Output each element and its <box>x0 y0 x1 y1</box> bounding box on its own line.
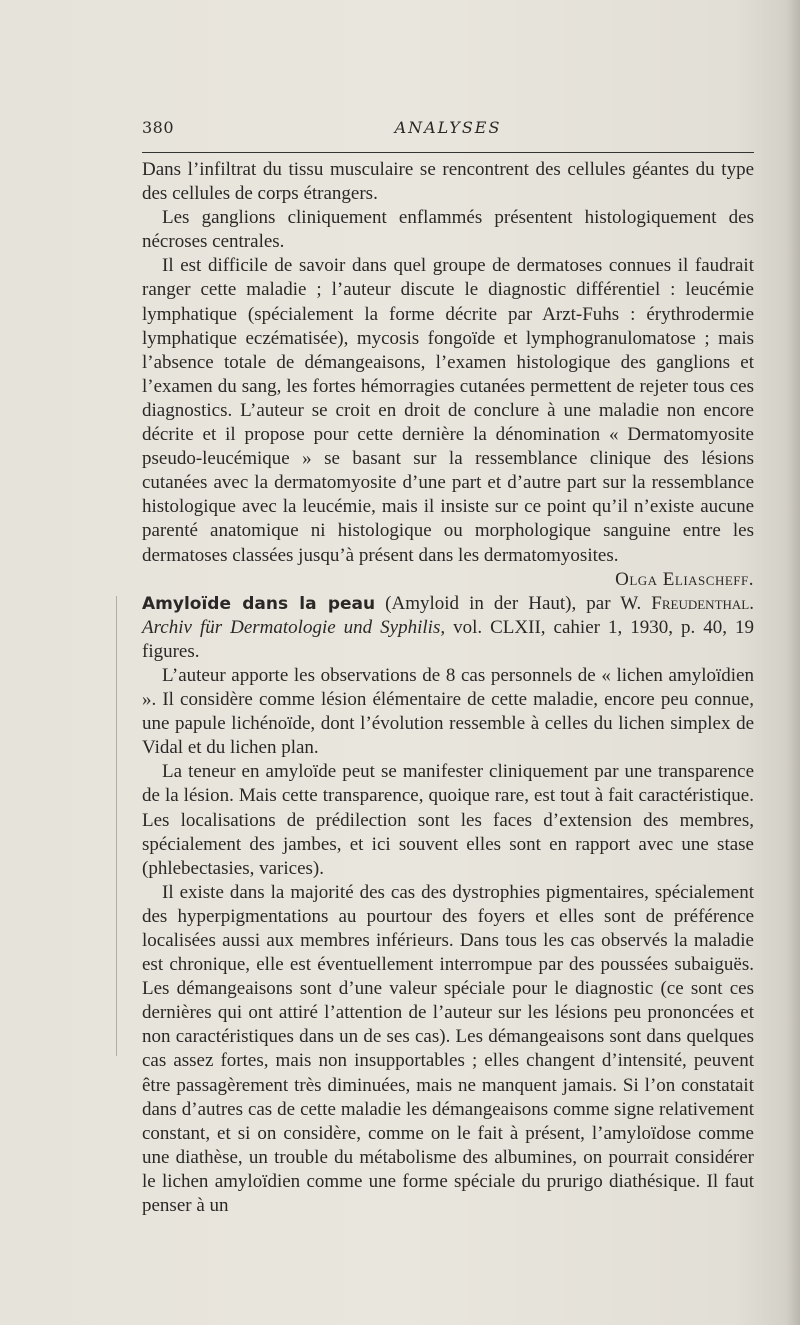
header-rule <box>142 152 754 153</box>
paragraph: L’auteur apporte les observations de 8 cas personnels de « lichen amyloïdien ». Il considère comme lésion élémentaire de cette maladie, encore peu connue, une papule lichénoïde, dont l’évolution ressemble à celles du lichen simplex de Vidal et du lichen plan. <box>142 664 754 759</box>
cited-author: Freudenthal. <box>651 592 754 614</box>
paragraph: Il existe dans la majorité des cas des dystrophies pigmentaires, spécialement des hyperpigmentations au pourtour des foyers et elles sont de préférence localisées aussi aux membres inférieurs. Dans tous les cas observés la maladie est chronique, elle est éventuellement interrompue par des poussées subaiguës. Les démangeaisons sont d’une valeur spéciale pour le diagnostic (ce sont ces dernières qui ont attiré l’attention de l’auteur sur les lésions peu prononcées et non caractéristiques dans un de ses cas). Les démangeaisons sont dans quelques cas assez fortes, mais non insupportables ; elles changent d’intensité, peuvent être passagèrement très diminuées, mais ne manquent jamais. Si l’on constatait dans d’autres cas de cette maladie les démangeaisons comme signe relativement constant, et si on considère, comme on le fait à présent, l’amyloïdose comme une diathèse, un trouble du métabolisme des albumines, on pourrait considérer le lichen amyloïdien comme une forme spéciale du prurigo diathésique. Il faut penser à un <box>142 881 754 1217</box>
journal-title: Archiv für Dermatologie und Syphilis, <box>142 616 446 638</box>
citation-text: (Amyloid in der Haut), par W. <box>375 592 652 614</box>
page-number: 380 <box>142 118 175 137</box>
paragraph: La teneur en amyloïde peut se manifester cliniquement par une transparence de la lésion. Mais cette transparence, quoique rare, est tout à fait caractéristique. Les localisations de prédilection sont les faces d’extension des membres, spécialement des jambes, et ici souvent elles sont en rapport avec une stase (phlebectasies, varices). <box>142 761 754 879</box>
paragraph: Dans l’infiltrat du tissu musculaire se rencontrent des cellules géantes du type des cellules de corps étrangers. <box>142 159 754 205</box>
paragraph-text: Il est difficile de savoir dans quel groupe de dermatoses connues il faudrait ranger cette maladie ; l’auteur discute le diagnostic différentiel : leucémie lymphatique (spécialement la forme décrite par Arzt-Fuhs : érythrodermie lymphatique eczématisée), mycosis fongoïde et lymphogranulomatose ; mais l’absence totale de démangeaisons, l’examen histologique des ganglions et l’examen du sang, les fortes hémorragies cutanées permettent de rejeter tous ces diagnostics. L’auteur se croit en droit de conclure à une maladie non encore décrite et il propose pour cette dernière la dénomination « Dermatomyosite pseudo-leucémique » se basant sur la ressemblance clinique des lésions cutanées avec la dermatomyosite d’une part et d’autre part sur la ressemblance histologique avec la leucémie, mais il insiste sur ce point qu’il n’existe aucune parenté anatomique ni histologique ou morphologique sanguine entre les dermatoses classées jusqu’à présent dans les dermatomyosites. <box>142 255 754 566</box>
paragraph <box>142 254 754 590</box>
citation-details: vol. CLXII, cahier 1, 1930, p. 40, 19 figures. <box>142 616 754 662</box>
page-header <box>142 118 754 140</box>
running-title: ANALYSES <box>394 118 502 137</box>
article-citation <box>142 592 754 664</box>
page-edge-shadow <box>786 0 800 1325</box>
paragraph: Les ganglions cliniquement enflammés présentent histologiquement des nécroses centrales. <box>142 207 754 253</box>
article-body <box>142 158 754 1218</box>
review-author: Olga Eliascheff. <box>615 568 754 590</box>
margin-pencil-mark <box>116 596 123 1056</box>
article-title: Amyloïde dans la peau <box>142 593 376 614</box>
